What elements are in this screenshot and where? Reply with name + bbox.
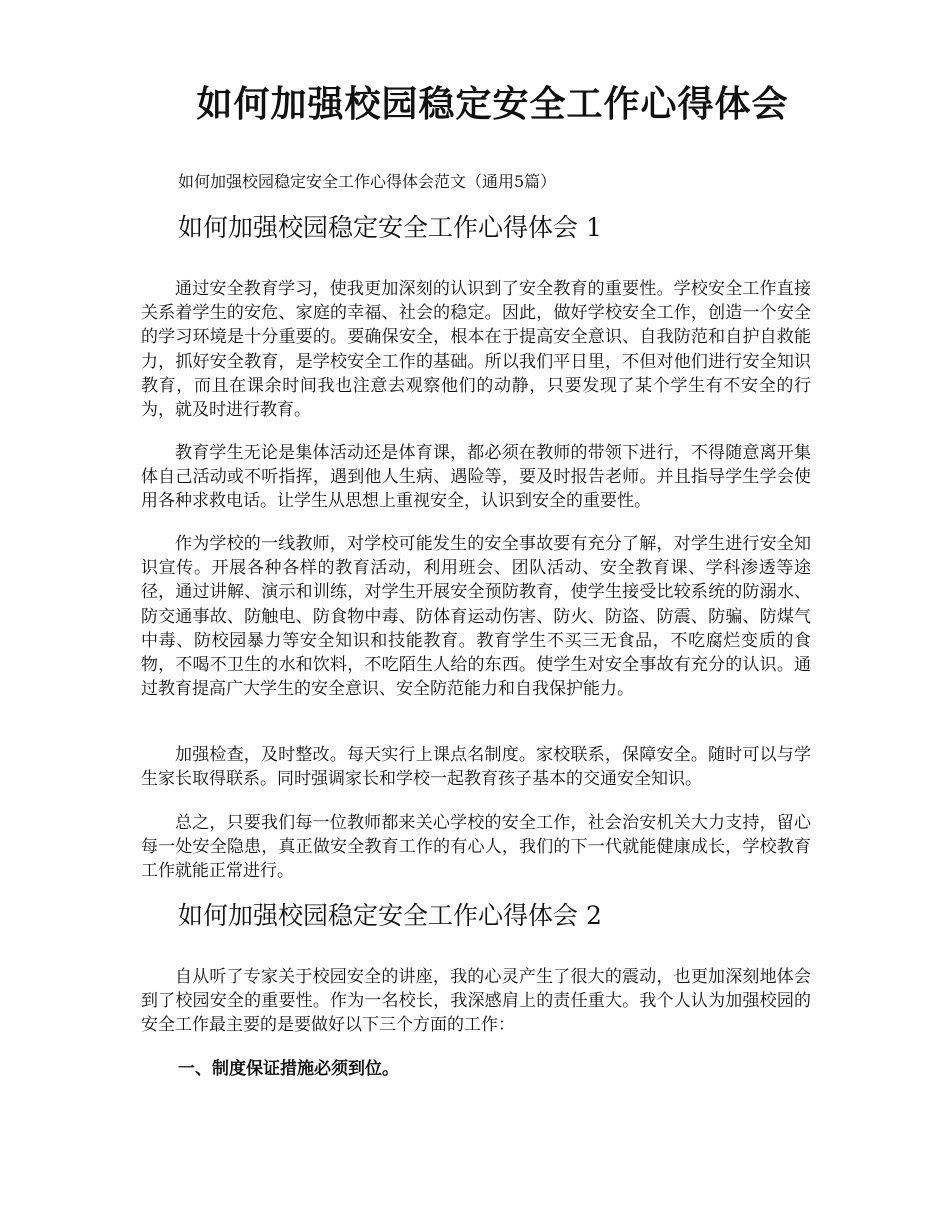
section-heading-2: 如何加强校园稳定安全工作心得体会 2 xyxy=(178,901,602,930)
paragraph: 自从听了专家关于校园安全的讲座，我的心灵产生了很大的震动，也更加深刻地体会到了校园安全的重要性。作为一名校长，我深感肩上的责任重大。我个人认为加强校园的安全工作最主要的是要做好以下三个方面的工作： xyxy=(141,967,811,1036)
document-subtitle: 如何加强校园稳定安全工作心得体会范文（通用5篇） xyxy=(178,172,557,191)
paragraph: 教育学生无论是集体活动还是体育课，都必须在教师的带领下进行，不得随意离开集体自己活动或不听指挥，遇到他人生病、遇险等，要及时报告老师。并且指导学生学会使用各种求救电话。让学生从思想上重视安全，认识到安全的重要性。 xyxy=(141,443,811,512)
sub-heading: 一、制度保证措施必须到位。 xyxy=(178,1059,399,1079)
paragraph: 通过安全教育学习，使我更加深刻的认识到了安全教育的重要性。学校安全工作直接关系着学生的安危、家庭的幸福、社会的稳定。因此，做好学校安全工作，创造一个安全的学习环境是十分重要的。要确保安全，根本在于提高安全意识、自我防范和自护自救能力，抓好安全教育，是学校安全工作的基础。所以我们平日里，不但对他们进行安全知识教育，而且在课余时间我也注意去观察他们的动静，只要发现了某个学生有不安全的行为，就及时进行教育。 xyxy=(141,279,811,421)
paragraph: 加强检查，及时整改。每天实行上课点名制度。家校联系，保障安全。随时可以与学生家长取得联系。同时强调家长和学校一起教育孩子基本的交通安全知识。 xyxy=(141,745,811,790)
document-title: 如何加强校园稳定安全工作心得体会 xyxy=(196,83,789,125)
paragraph: 作为学校的一线教师，对学校可能发生的安全事故要有充分了解，对学生进行安全知识宣传。开展各种各样的教育活动，利用班会、团队活动、安全教育课、学科渗透等途径，通过讲解、演示和训练，对学生开展安全预防教育，使学生接受比较系统的防溺水、防交通事故、防触电、防食物中毒、防体育运动伤害、防火、防盗、防震、防骗、防煤气中毒、防校园暴力等安全知识和技能教育。教育学生不买三无食品，不吃腐烂变质的食物，不喝不卫生的水和饮料，不吃陌生人给的东西。使学生对安全事故有充分的认识。通过教育提高广大学生的安全意识、安全防范能力和自我保护能力。 xyxy=(141,534,811,700)
section-heading-1: 如何加强校园稳定安全工作心得体会 1 xyxy=(178,213,602,242)
paragraph: 总之，只要我们每一位教师都来关心学校的安全工作，社会治安机关大力支持，留心每一处安全隐患，真正做安全教育工作的有心人，我们的下一代就能健康成长，学校教育工作就能正常进行。 xyxy=(141,813,811,882)
